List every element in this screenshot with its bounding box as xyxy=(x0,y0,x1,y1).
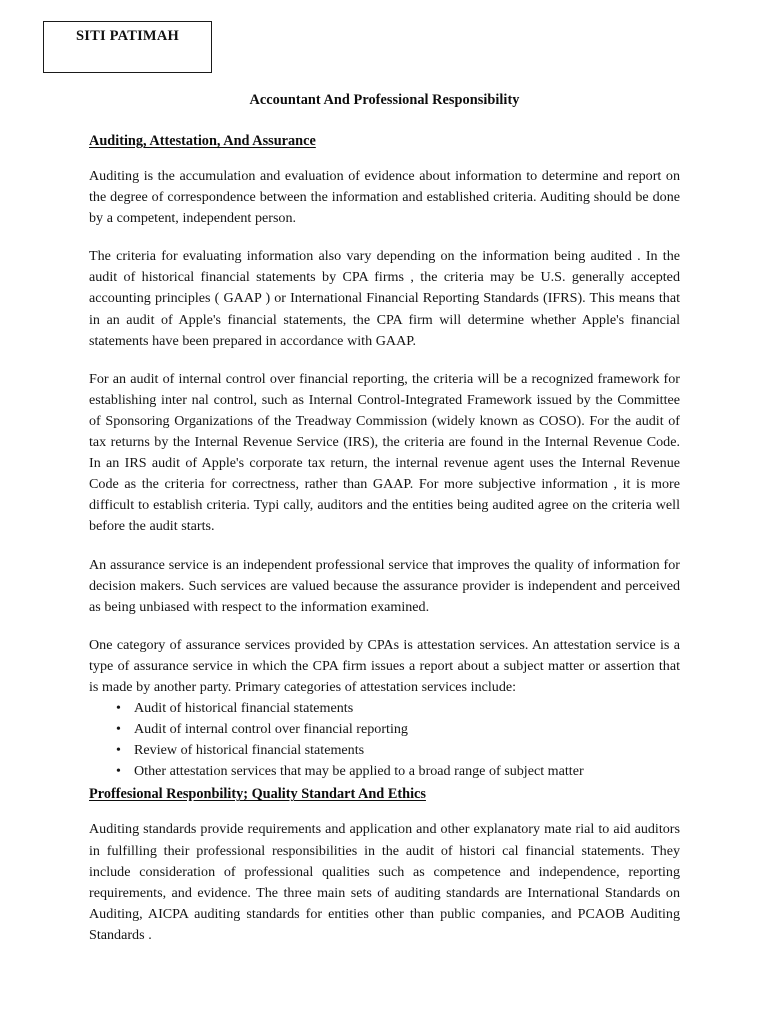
section-professional-responsibility xyxy=(89,784,680,946)
paragraph-1: Auditing is the accumulation and evaluation of evidence about information to determine and report on the degree of correspondence between the information and established criteria. Auditing should be done by a competent, independent person. xyxy=(89,168,680,227)
paragraph-4: An assurance service is an independent professional service that improves the quality of information for decision makers. Such services are valued because the assurance provider is independent and perceived as being unbiased with respect to the information examined. xyxy=(89,556,680,615)
section-heading-1: Auditing, Attestation, And Assurance xyxy=(89,133,316,149)
paragraph-3: For an audit of internal control over financial reporting, the criteria will be a recognized framework for establishing inter nal control, such as Internal Control-Integrated Framework issued by the Committee of Sponsoring Organizations of the Treadway Commission (widely known as COSO). For the audit of tax returns by the Internal Revenue Service (IRS), the criteria are found in the Internal Revenue Code. In an IRS audit of Apple's corporate tax return, the internal revenue agent uses the Internal Revenue Code as the criteria for correctness, rather than GAAP. For more subjective information , it is more difficult to establish criteria. Typi cally, auditors and the entities being audited agree on the criteria well before the audit starts. xyxy=(89,370,680,535)
student-name-box xyxy=(43,21,212,73)
paragraph-5: One category of assurance services provided by CPAs is attestation services. An attestation service is a type of assurance service in which the CPA firm issues a report about a subject matter or assertion that is made by another party. Primary categories of attestation services include: xyxy=(89,636,680,695)
paragraph-2: The criteria for evaluating information also vary depending on the information being audited . In the audit of historical financial statements by CPA firms , the criteria may be U.S. generally accepted accounting principles ( GAAP ) or International Financial Reporting Standards (IFRS). This means that in an audit of Apple's financial statements, the CPA firm will determine whether Apple's financial statements have been prepared in accordance with GAAP. xyxy=(89,248,680,349)
section-auditing-attestation-assurance xyxy=(89,131,680,782)
list-item xyxy=(89,761,680,782)
section-heading-2: Proffesional Responbility; Quality Standart And Ethics xyxy=(89,786,426,803)
attestation-services-list xyxy=(89,698,680,782)
list-item xyxy=(89,719,680,740)
bullet-icon: • xyxy=(116,722,121,738)
list-item xyxy=(89,698,680,719)
paragraph-6: Auditing standards provide requirements and application and other explanatory mate rial to aid auditors in fulfilling their professional responsibilities in the audit of histori cal financial statements. They include consideration of professional qualities such as competence and independence, reporting requirements, and evidence. The three main sets of auditing standards are International Standards on Auditing, AICPA auditing standards for entities other than public companies, and PCAOB Auditing Standards . xyxy=(89,821,680,943)
list-item-label: Review of historical financial statements xyxy=(134,742,365,759)
student-name-text: SITI PATIMAH xyxy=(76,28,179,44)
list-item-label: Audit of historical financial statements xyxy=(134,700,354,717)
bullet-icon: • xyxy=(116,701,121,717)
list-item xyxy=(89,740,680,761)
bullet-icon: • xyxy=(116,764,121,780)
list-item-label: Other attestation services that may be applied to a broad range of subject matter xyxy=(134,763,584,780)
document-title: Accountant And Professional Responsibility xyxy=(249,92,520,108)
document-body xyxy=(89,90,680,946)
bullet-icon: • xyxy=(116,743,121,759)
list-item-label: Audit of internal control over financial reporting xyxy=(134,721,408,738)
